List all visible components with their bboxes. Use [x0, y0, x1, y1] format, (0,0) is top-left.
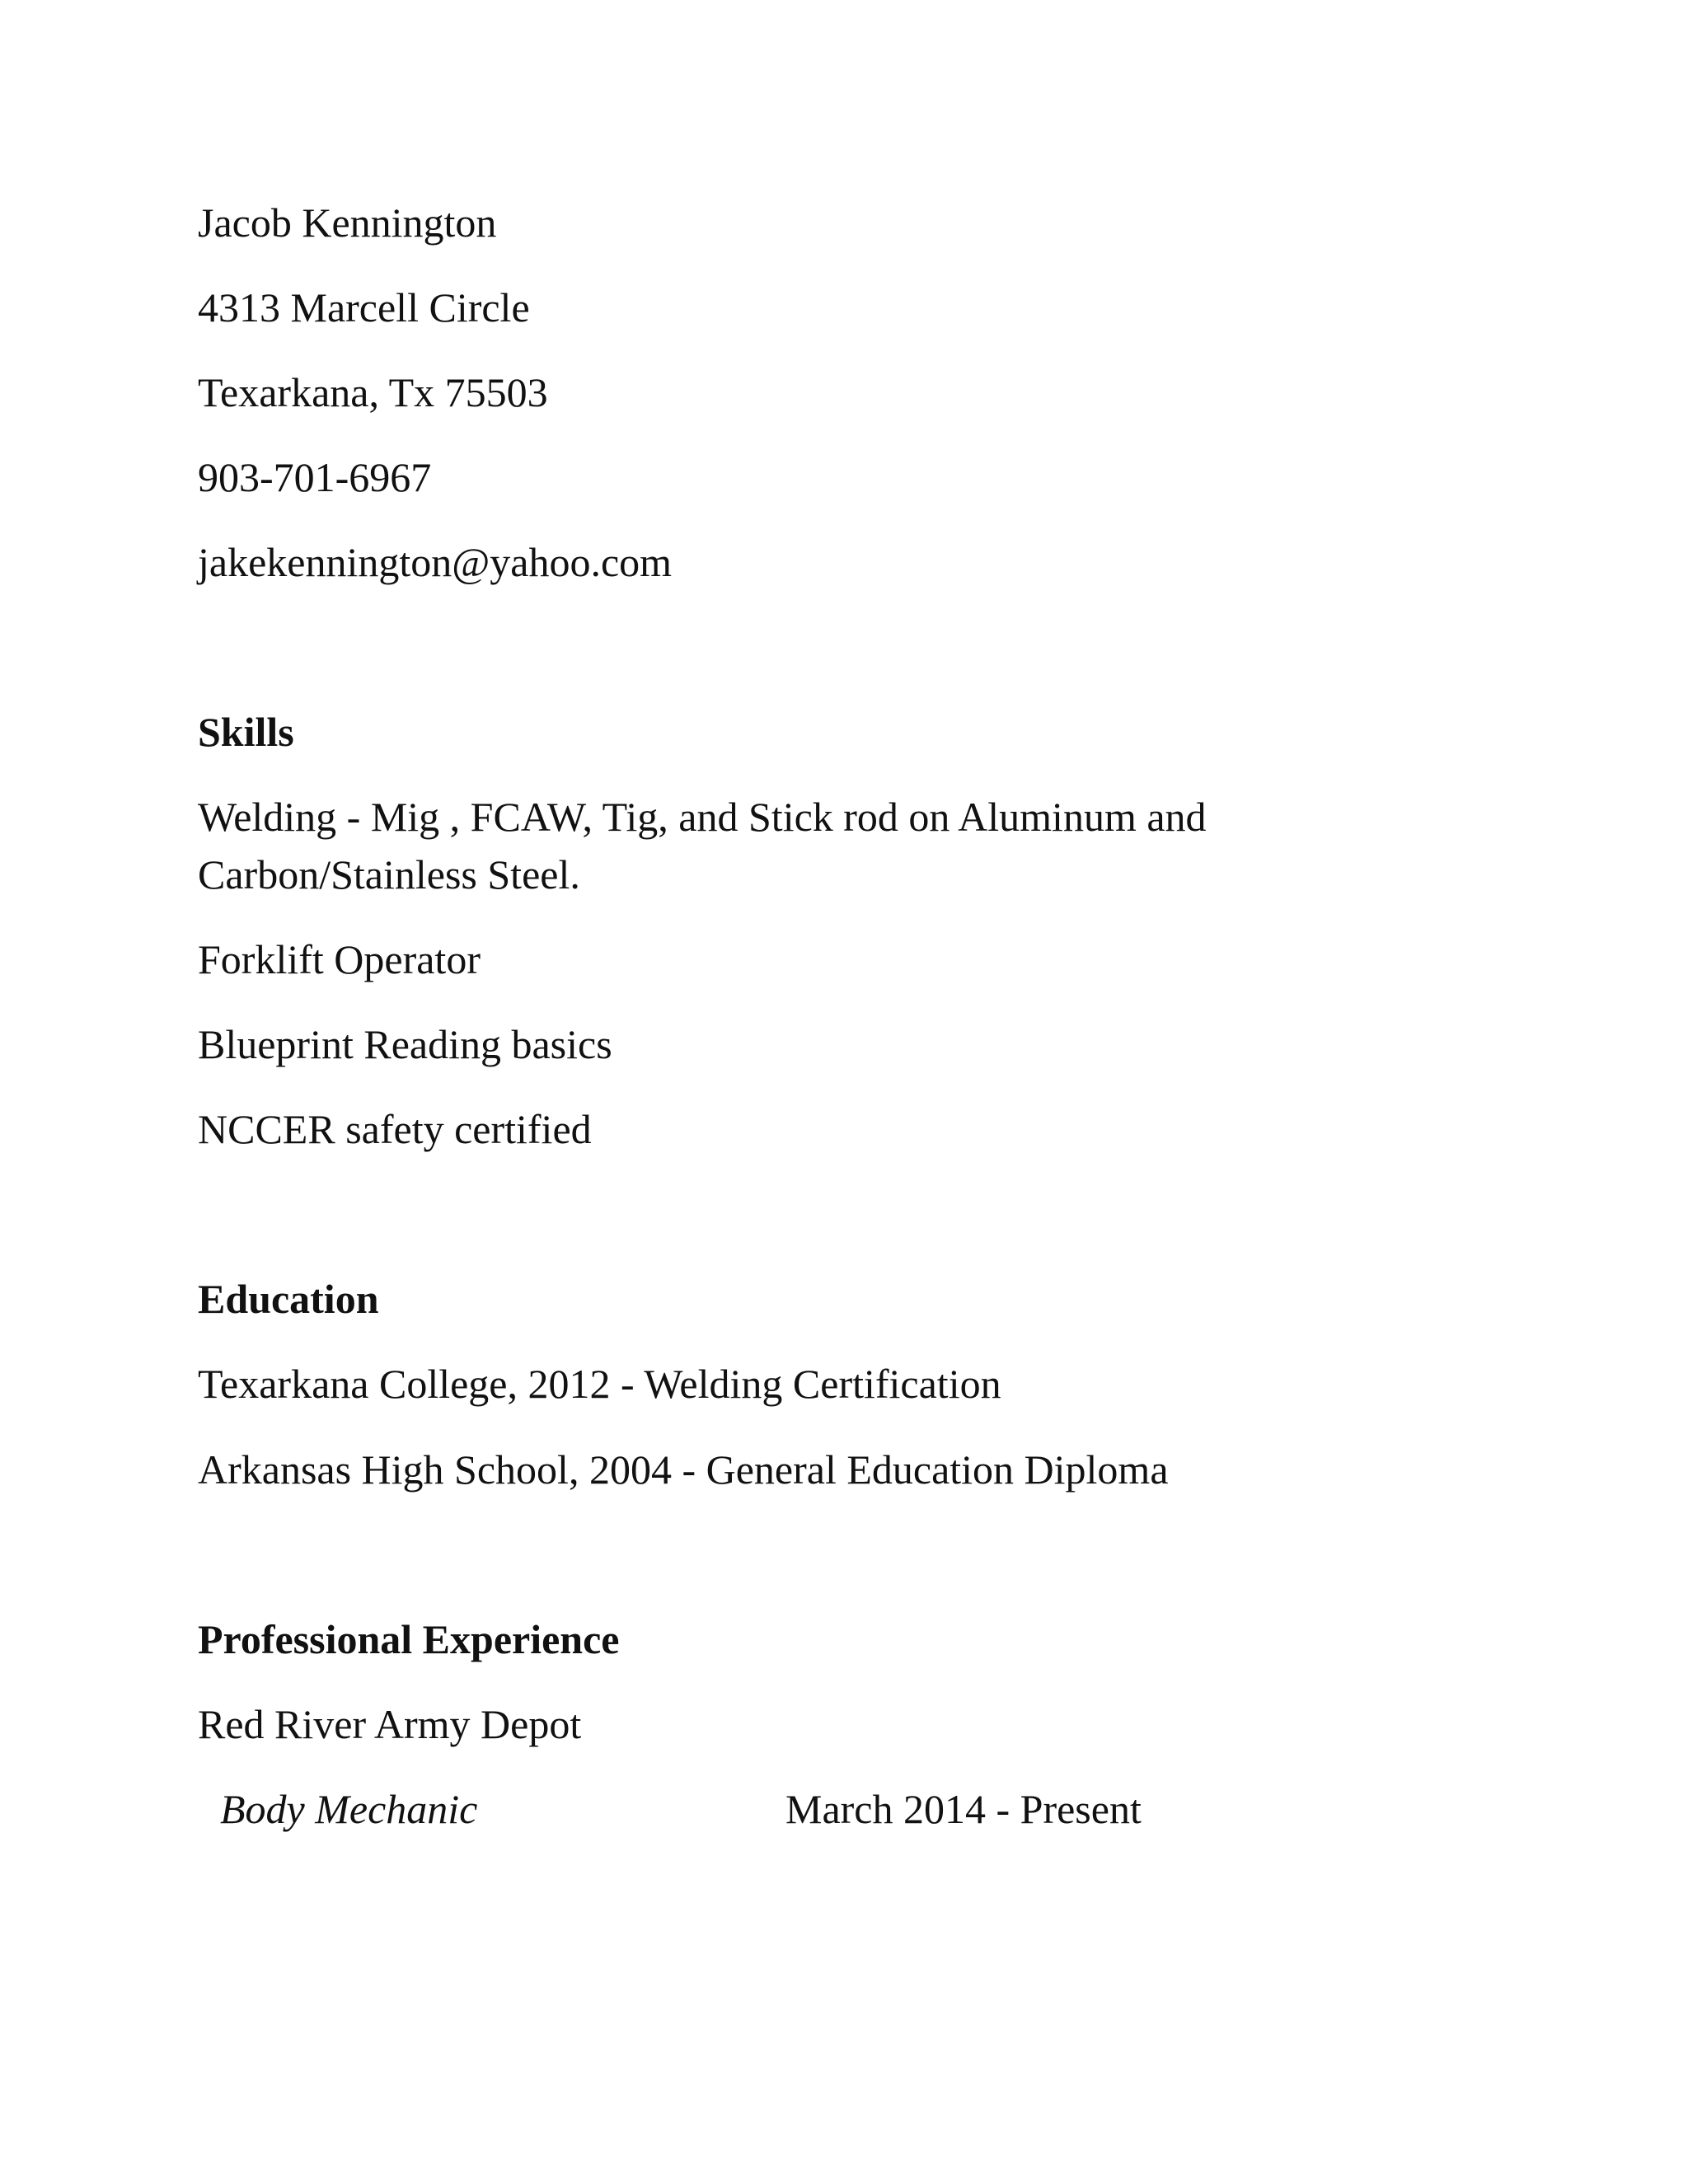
experience-heading: Professional Experience — [198, 1616, 620, 1662]
contact-city-state-zip: Texarkana, Tx 75503 — [198, 369, 548, 415]
contact-street: 4313 Marcell Circle — [198, 284, 530, 330]
education-item: Texarkana College, 2012 - Welding Certification — [198, 1361, 1001, 1407]
experience-employer: Red River Army Depot — [198, 1701, 582, 1747]
experience-job-title: Body Mechanic — [220, 1786, 478, 1832]
education-heading: Education — [198, 1276, 379, 1322]
experience-job-dates: March 2014 - Present — [785, 1786, 1142, 1832]
skill-item: Blueprint Reading basics — [198, 1021, 612, 1067]
skill-item: Carbon/Stainless Steel. — [198, 851, 580, 898]
skill-item: Welding - Mig , FCAW, Tig, and Stick rod on Aluminum and — [198, 794, 1207, 840]
skill-item: Forklift Operator — [198, 936, 481, 982]
skill-item: NCCER safety certified — [198, 1106, 592, 1152]
contact-phone: 903-701-6967 — [198, 454, 432, 500]
education-item: Arkansas High School, 2004 - General Education Diploma — [198, 1446, 1169, 1493]
contact-name: Jacob Kennington — [198, 199, 497, 246]
skills-heading: Skills — [198, 709, 294, 755]
contact-email: jakekennington@yahoo.com — [198, 539, 673, 585]
